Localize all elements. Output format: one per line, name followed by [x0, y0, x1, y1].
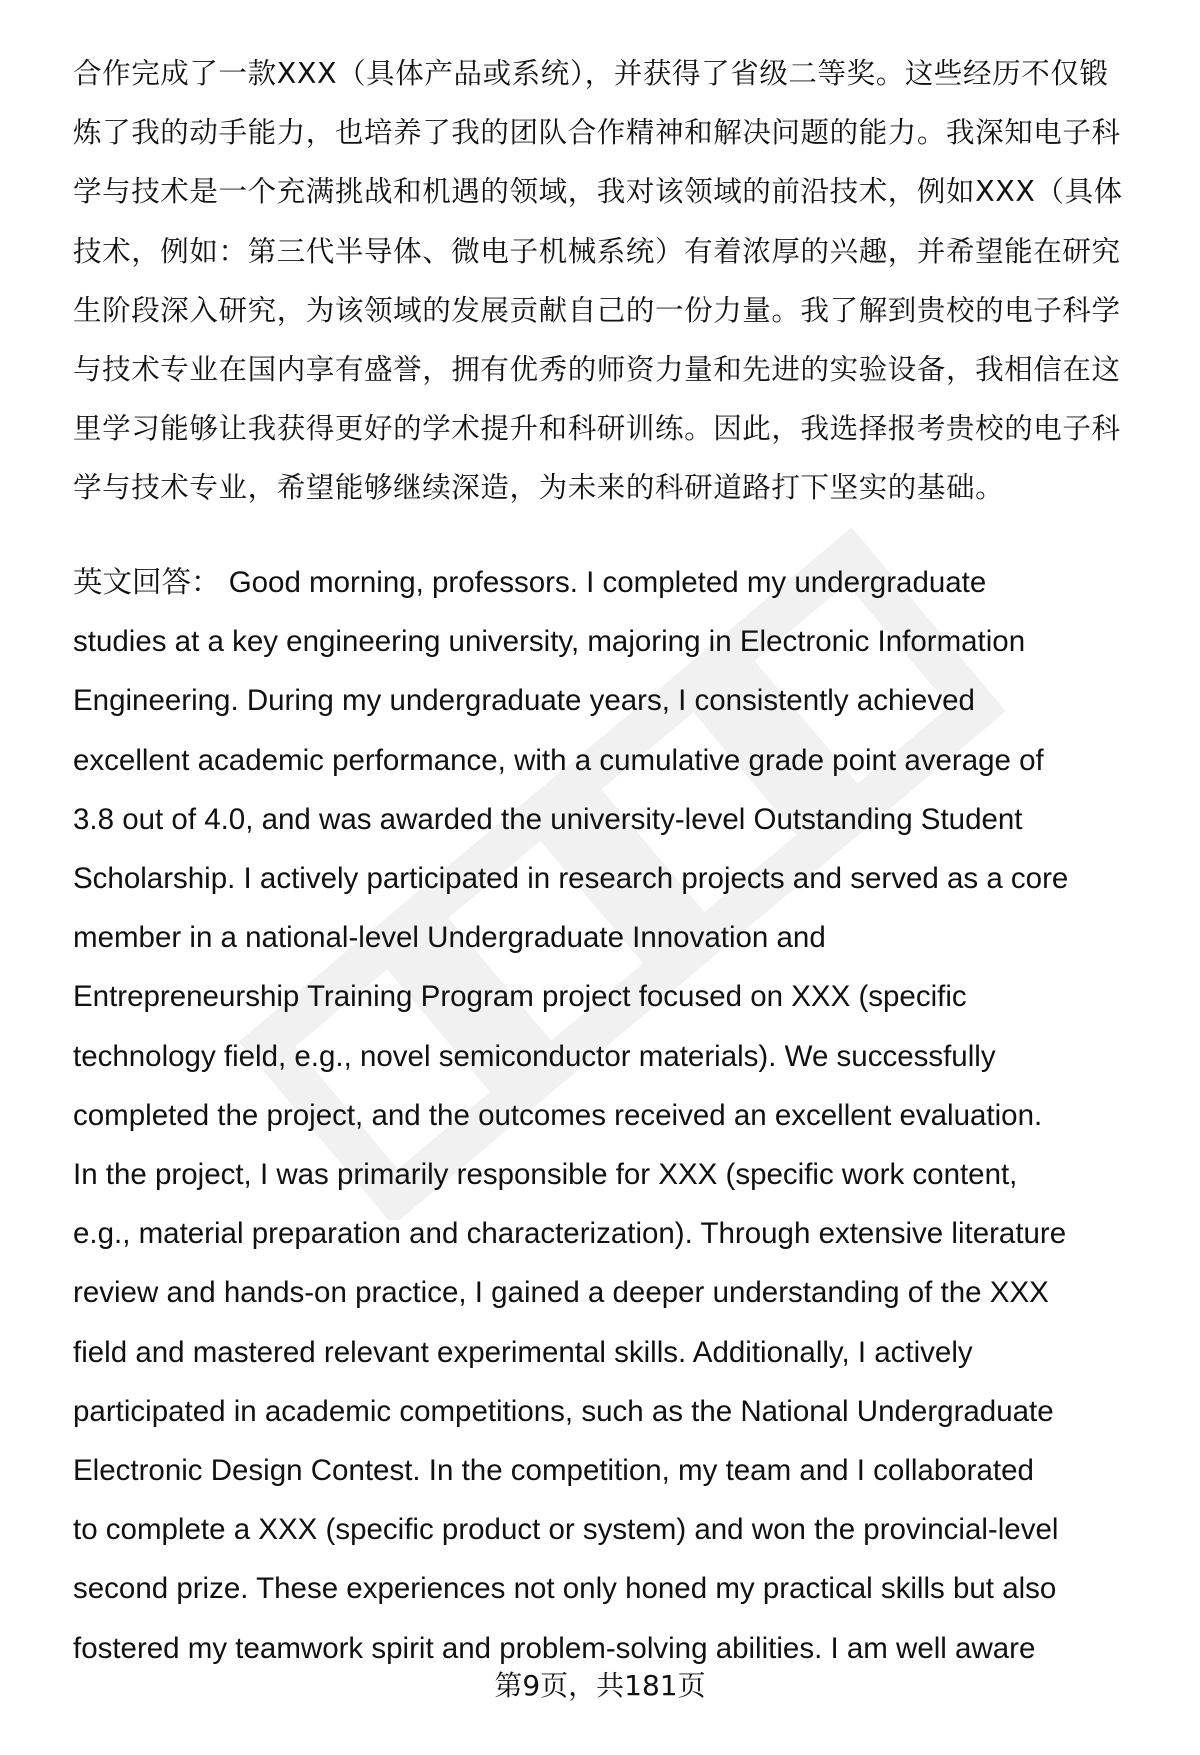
- text-line: participated in academic competitions, such as the National Undergraduate: [73, 1394, 1054, 1428]
- text-line: 合作完成了一款XXX（具体产品或系统），并获得了省级二等奖。这些经历不仅锻: [73, 57, 1109, 90]
- text-line: 英文回答： Good morning, professors. I completed my undergraduate: [73, 566, 987, 599]
- text-line: Scholarship. I actively participated in research projects and served as a core: [73, 862, 1069, 895]
- text-line: 生阶段深入研究，为该领域的发展贡献自己的一份力量。我了解到贵校的电子科学: [73, 293, 1121, 327]
- text-line: 学与技术是一个充满挑战和机遇的领域，我对该领域的前沿技术，例如XXX（具体: [73, 175, 1123, 209]
- text-line: second prize. These experiences not only honed my practical skills but also: [73, 1572, 1057, 1606]
- text-line: technology field, e.g., novel semiconductor materials). We successfully: [73, 1039, 996, 1073]
- text-line: 与技术专业在国内享有盛誉，拥有优秀的师资力量和先进的实验设备，我相信在这: [73, 353, 1121, 386]
- text-line: Electronic Design Contest. In the competition, my team and I collaborated: [73, 1454, 1034, 1487]
- text-line: fostered my teamwork spirit and problem-solving abilities. I am well aware: [73, 1631, 1036, 1665]
- text-line: review and hands-on practice, I gained a deeper understanding of the XXX: [73, 1276, 1049, 1310]
- text-line: Engineering. During my undergraduate years, I consistently achieved: [73, 684, 975, 718]
- text-line: Entrepreneurship Training Program project focused on XXX (specific: [73, 980, 967, 1014]
- text-line: field and mastered relevant experimental skills. Additionally, I actively: [73, 1335, 973, 1369]
- text-line: In the project, I was primarily responsible for XXX (specific work content,: [73, 1158, 1018, 1191]
- text-line: to complete a XXX (specific product or system) and won the provincial-level: [73, 1513, 1059, 1547]
- text-line: studies at a key engineering university, majoring in Electronic Information: [73, 625, 1026, 659]
- text-line: 学与技术专业，希望能够继续深造，为未来的科研道路打下坚实的基础。: [73, 471, 1005, 505]
- text-line: 里学习能够让我获得更好的学术提升和科研训练。因此，我选择报考贵校的电子科: [73, 412, 1121, 446]
- text-line: member in a national-level Undergraduate Innovation and: [73, 921, 826, 955]
- text-line: e.g., material preparation and characterization). Through extensive literature: [73, 1217, 1067, 1251]
- text-line: 3.8 out of 4.0, and was awarded the university-level Outstanding Student: [73, 802, 1023, 836]
- text-line: 炼了我的动手能力，也培养了我的团队合作精神和解决问题的能力。我深知电子科: [73, 116, 1121, 150]
- text-line: excellent academic performance, with a cumulative grade point average of: [73, 743, 1044, 777]
- page-number: 第9页，共181页: [494, 1669, 706, 1702]
- text-line: 技术，例如：第三代半导体、微电子机械系统）有着浓厚的兴趣，并希望能在研究: [73, 234, 1121, 268]
- text-line: completed the project, and the outcomes received an excellent evaluation.: [73, 1098, 1043, 1132]
